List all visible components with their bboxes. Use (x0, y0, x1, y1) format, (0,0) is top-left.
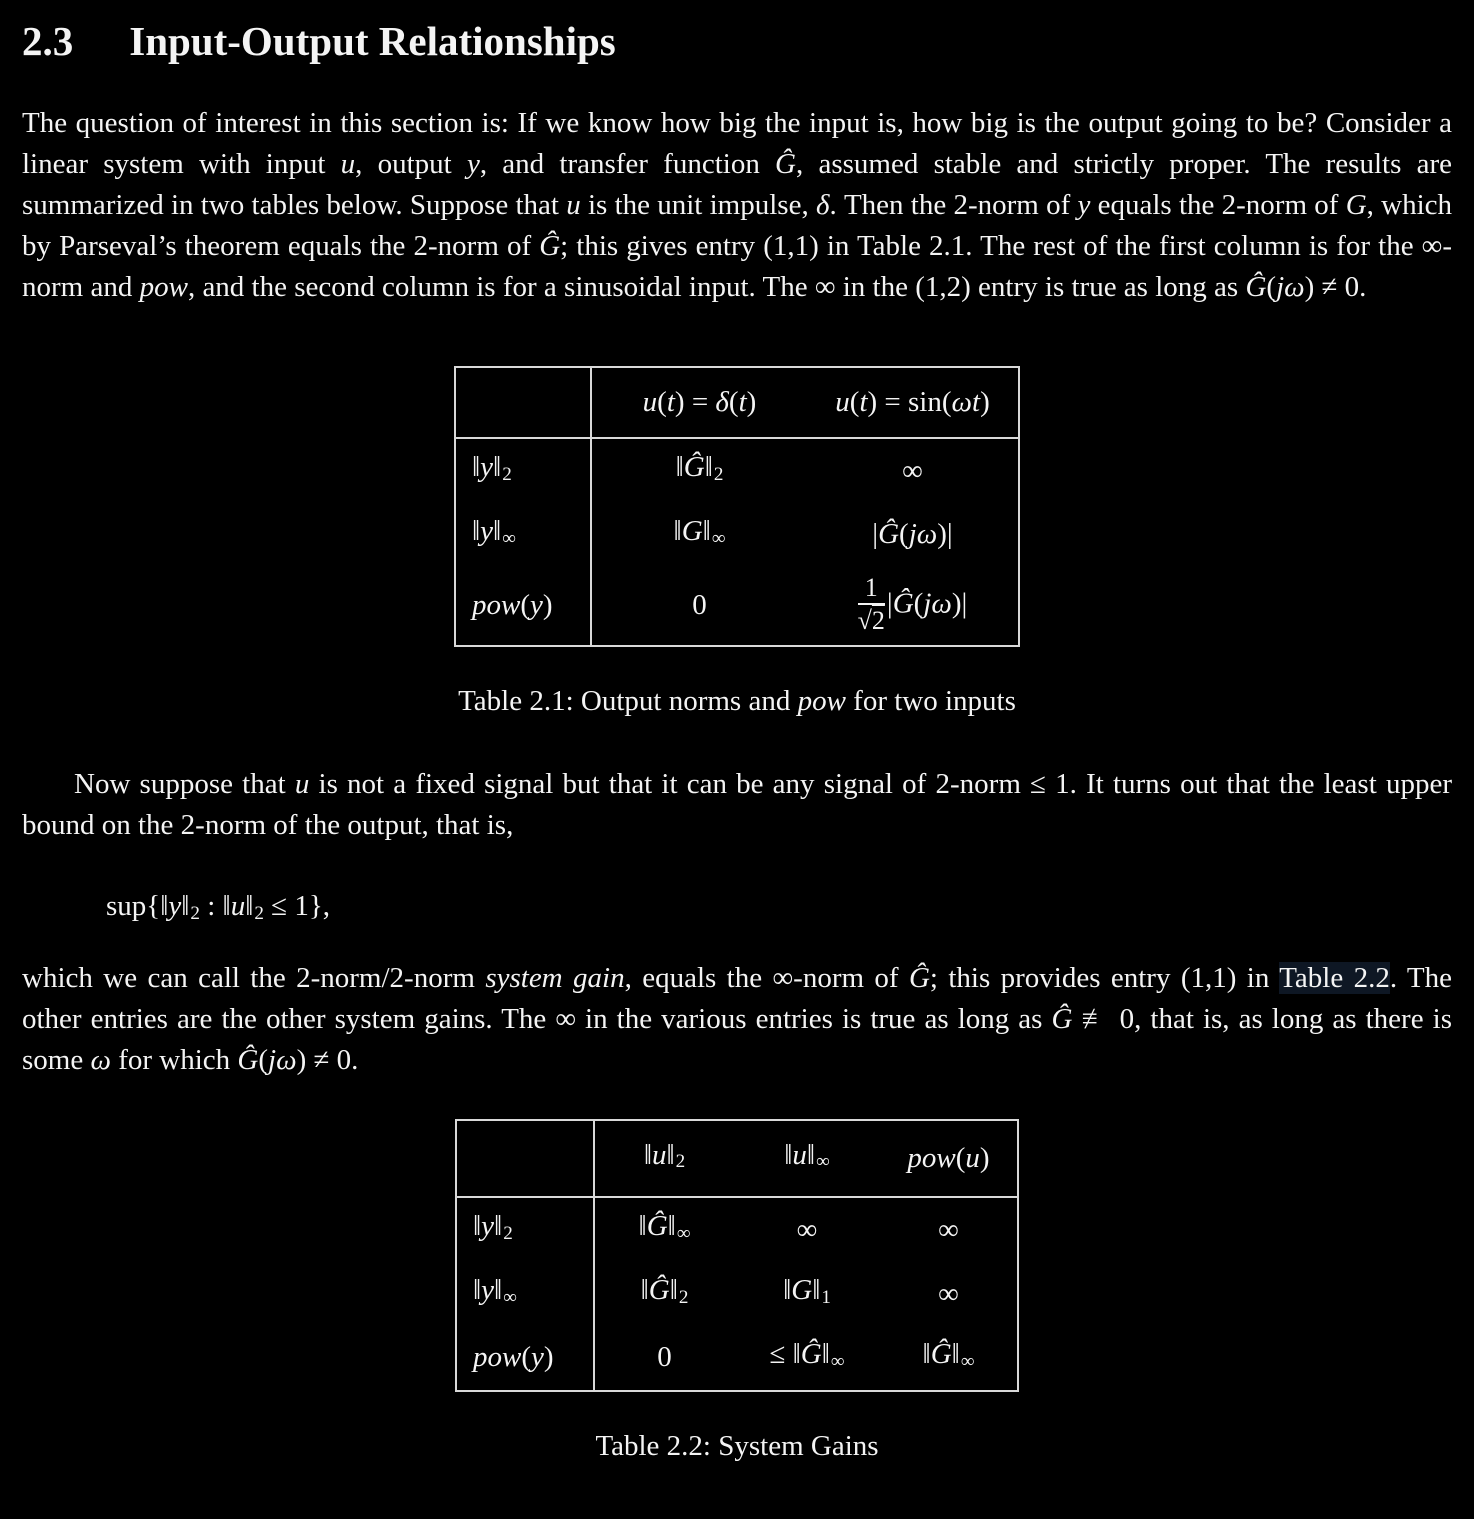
text-run: ∞ (796, 1213, 818, 1246)
text-run: Ĝ (908, 961, 930, 994)
text-run: ( (520, 589, 531, 622)
text-run: u (651, 1138, 667, 1171)
col-header (594, 1120, 734, 1198)
text-run: . Then the 2-norm of (829, 189, 1078, 222)
text-run: Ĝ (237, 1043, 259, 1076)
text-run: G (681, 514, 703, 547)
cell (807, 503, 1019, 567)
fraction-denominator (858, 605, 885, 635)
text-run: ω (90, 1043, 111, 1076)
cell (734, 1326, 880, 1391)
table-2-2-container (22, 1119, 1452, 1392)
row-label (455, 503, 591, 567)
text-run: is not a fixed signal but that it can be any signal of 2-norm ≤ 1. It turns out that the least upper bound on the 2-norm of the output, that is, (22, 767, 1452, 841)
text-run: ) (543, 1341, 554, 1374)
text-run: y (1077, 189, 1091, 222)
cell (734, 1197, 880, 1262)
text-run: ∞ (938, 1213, 959, 1246)
text-run: jω (908, 518, 938, 551)
text-run: y (481, 1210, 495, 1243)
text-run: Ĝ (878, 518, 900, 551)
text-run: y (481, 1274, 495, 1307)
text-run: 2 (190, 902, 200, 924)
table-2-1-caption (22, 681, 1452, 722)
table-2-1-container (22, 366, 1452, 647)
text-run: 2 (871, 605, 885, 635)
text-run: 2 (502, 463, 512, 485)
text-run: u (340, 148, 356, 181)
text-run: | (872, 518, 879, 551)
text-run: pow (139, 271, 188, 304)
text-run: δ (715, 386, 729, 419)
text-run: ≤ ‖ (769, 1338, 801, 1371)
text-run: ‖ (493, 451, 502, 484)
text-run: ( (899, 518, 909, 551)
table-row (456, 1262, 1018, 1326)
text-run: ‖ (640, 1274, 649, 1307)
table-2-2-caption (22, 1426, 1452, 1467)
table-2-2-link[interactable]: Table 2.2 (1279, 961, 1390, 994)
text-run: pow (472, 589, 521, 622)
col-header (880, 1120, 1018, 1198)
text-run: ‖ (160, 889, 169, 922)
text-run: ‖ (783, 1274, 792, 1307)
row-label (455, 438, 591, 503)
text-run: ∞ (711, 527, 726, 549)
text-run: ‖ (494, 1210, 503, 1243)
text-run: 2 (675, 1151, 686, 1173)
text-run: Ĝ (646, 1210, 668, 1243)
text-run: ) = sin( (867, 386, 952, 419)
text-run: Ĝ (775, 148, 796, 181)
fraction-numerator (858, 573, 885, 605)
text-run: ‖ (702, 514, 711, 547)
text-run: G (791, 1274, 813, 1307)
text-run: ‖ (667, 1210, 676, 1243)
text-run: system gain (485, 961, 625, 994)
row-label (456, 1262, 594, 1326)
text-run: √ (857, 605, 872, 635)
text-run: Table 2.1: Output norms and (458, 684, 798, 717)
text-run: ) (542, 589, 553, 622)
text-run: ∞ (830, 1350, 845, 1372)
cell (880, 1326, 1018, 1391)
text-run: δ (815, 189, 830, 222)
col-header (807, 367, 1019, 438)
text-run: ‖ (493, 514, 502, 547)
text-run: 2 (678, 1287, 689, 1309)
text-run: pow (907, 1141, 956, 1174)
text-run: Now suppose that (74, 767, 295, 800)
text-run: ‖ (951, 1338, 960, 1371)
text-run: ) (980, 386, 990, 419)
text-run: y (480, 514, 494, 547)
text-run: for two inputs (845, 684, 1016, 717)
col-header (591, 367, 807, 438)
row-label (456, 1326, 594, 1391)
text-run: ‖ (222, 889, 231, 922)
text-run: Ĝ (1245, 271, 1267, 304)
text-run: which we can call the 2-norm/2-norm (22, 961, 486, 994)
cell (591, 438, 807, 503)
corner-cell (456, 1120, 594, 1198)
text-run: ‖ (245, 889, 254, 922)
table-header-row (456, 1120, 1018, 1198)
text-run: ‖ (473, 1274, 482, 1307)
text-run: for which (110, 1043, 238, 1076)
text-run: ∞ (816, 1151, 830, 1173)
cell (734, 1262, 880, 1326)
text-run: Ĝ (892, 587, 914, 620)
text-run: : (199, 889, 223, 922)
text-run: jω (923, 587, 952, 620)
cell (594, 1262, 734, 1326)
paragraph-intro (22, 103, 1452, 308)
row-label (455, 567, 591, 646)
text-run: y (530, 589, 543, 622)
table-row (456, 1326, 1018, 1391)
section-heading (22, 18, 1452, 65)
text-run: , and the second column is for a sinusoidal input. The ∞ in the (1,2) entry is true as long as (187, 271, 1246, 304)
text-run: ‖ (812, 1274, 821, 1307)
corner-cell (455, 367, 591, 438)
text-run: ‖ (675, 451, 684, 484)
cell (880, 1262, 1018, 1326)
text-run: . The other entries are the other system gains. The ∞ in the various entries is true as long as (22, 961, 1453, 1035)
text-run: u (566, 189, 581, 222)
text-run: Ĝ (648, 1274, 670, 1307)
cell (594, 1197, 734, 1262)
text-run: , equals the ∞-norm of (624, 961, 909, 994)
text-run: ∞ (502, 527, 516, 549)
text-run: 1 (864, 572, 878, 602)
section-number: 2.3 (22, 18, 74, 64)
text-run: ‖ (181, 889, 190, 922)
text-run: ( (849, 386, 860, 419)
text-run: jω (1276, 271, 1305, 304)
table-row (455, 567, 1019, 646)
section-title: Input-Output Relationships (129, 18, 616, 64)
text-run: is the unit impulse, (580, 189, 816, 222)
text-run: The question of interest in this section is: If we know how big the input is, how big is the output going to be? Consider a linear system with input (22, 107, 1452, 181)
text-run: , which by Parseval’s theorem equals the 2-norm of (22, 189, 1453, 263)
text-run: ) ≠ 0. (1304, 271, 1367, 304)
text-run: 0 (657, 1341, 672, 1374)
text-run: u (835, 386, 850, 419)
paragraph-gains (22, 958, 1452, 1081)
text-run: ( (1266, 271, 1277, 304)
text-run: Ĝ (800, 1338, 822, 1371)
text-run: pow (473, 1341, 522, 1374)
text-run: y (531, 1341, 544, 1374)
text-run: pow (797, 684, 846, 717)
text-run: ( (657, 386, 667, 419)
text-run: y (480, 451, 494, 484)
text-run: ‖ (666, 1138, 675, 1171)
text-run: ‖ (472, 514, 481, 547)
text-run: ) = (674, 386, 716, 419)
text-run: ) (979, 1141, 990, 1174)
text-run: Table 2.2: System Gains (595, 1429, 879, 1462)
text-run: equals the 2-norm of (1090, 189, 1346, 222)
text-run: , and transfer function (479, 148, 776, 181)
text-run: )| (937, 518, 953, 551)
table-header-row (455, 367, 1019, 438)
text-run: y (466, 148, 480, 181)
text-run: 0 (692, 589, 707, 622)
table-row (456, 1197, 1018, 1262)
text-run: 1 (821, 1287, 831, 1309)
text-run: sup{ (106, 889, 161, 922)
text-run: t (738, 386, 747, 419)
text-run: ; this gives entry (1,1) in Table 2.1. The rest of the first column is for the ∞-norm and (22, 230, 1452, 304)
text-run: ‖ (494, 1274, 503, 1307)
text-run: ∞ (902, 454, 923, 487)
text-run: G (1345, 189, 1367, 222)
text-run: ‖ (473, 1210, 482, 1243)
text-run: ‖ (806, 1138, 816, 1171)
text-run: ) ≠ 0. (296, 1043, 359, 1076)
table-2-1 (454, 366, 1020, 647)
table-row (455, 438, 1019, 503)
cell (591, 503, 807, 567)
text-run: ; this provides entry (1,1) in (929, 961, 1280, 994)
text-run: ∞ (960, 1350, 975, 1372)
text-run: ∞ (676, 1223, 691, 1245)
cell (807, 567, 1019, 646)
table-2-2 (455, 1119, 1019, 1392)
text-run: ≤ 1}, (263, 889, 330, 922)
text-run: ‖ (643, 1138, 652, 1171)
text-run: ( (521, 1341, 532, 1374)
cell (807, 438, 1019, 503)
text-run: , output (355, 148, 467, 181)
cell (594, 1326, 734, 1391)
fraction (858, 573, 885, 635)
text-run: ωt (951, 386, 981, 419)
text-run: Ĝ (539, 230, 561, 263)
text-run: ‖ (638, 1210, 647, 1243)
text-run: ( (955, 1141, 966, 1174)
text-run: Ĝ (930, 1338, 952, 1371)
text-run: ∞ (938, 1277, 959, 1310)
text-run: ∞ (503, 1287, 517, 1309)
text-run: ( (728, 386, 739, 419)
text-run: Ĝ (1051, 1002, 1073, 1035)
text-run: u (230, 889, 246, 922)
text-run: 2 (503, 1223, 513, 1245)
text-run: ‖ (704, 451, 713, 484)
text-run: )| (951, 587, 968, 620)
paragraph-middle (22, 764, 1452, 846)
fraction-rest (887, 587, 967, 619)
text-run: u (642, 386, 658, 419)
table-row (455, 503, 1019, 567)
text-run: jω (268, 1043, 297, 1076)
text-run: u (792, 1138, 807, 1171)
text-run: | (886, 587, 893, 620)
text-run: ‖ (472, 451, 481, 484)
text-run: ‖ (784, 1138, 793, 1171)
row-label (456, 1197, 594, 1262)
text-run: Ĝ (683, 451, 705, 484)
text-run: 2 (713, 463, 724, 485)
text-run: t (859, 386, 868, 419)
text-run: ≢ 0, that is, as long as there is some (22, 1002, 1452, 1076)
cell (591, 567, 807, 646)
col-header (734, 1120, 880, 1198)
text-run: t (666, 386, 675, 419)
text-run: ‖ (669, 1274, 678, 1307)
cell (880, 1197, 1018, 1262)
text-run: 2 (254, 902, 264, 924)
text-run: , assumed stable and strictly proper. The results are summarized in two tables below. Suppose that (22, 148, 1452, 222)
text-run: u (294, 767, 310, 800)
text-run: y (168, 889, 182, 922)
text-run: ‖ (821, 1338, 830, 1371)
text-run: u (965, 1141, 980, 1174)
text-run: ( (258, 1043, 269, 1076)
equation-sup-norm (106, 886, 1452, 934)
text-run: ‖ (673, 514, 682, 547)
text-run: ‖ (922, 1338, 931, 1371)
text-run: ) (746, 386, 757, 419)
text-run: ( (913, 587, 924, 620)
